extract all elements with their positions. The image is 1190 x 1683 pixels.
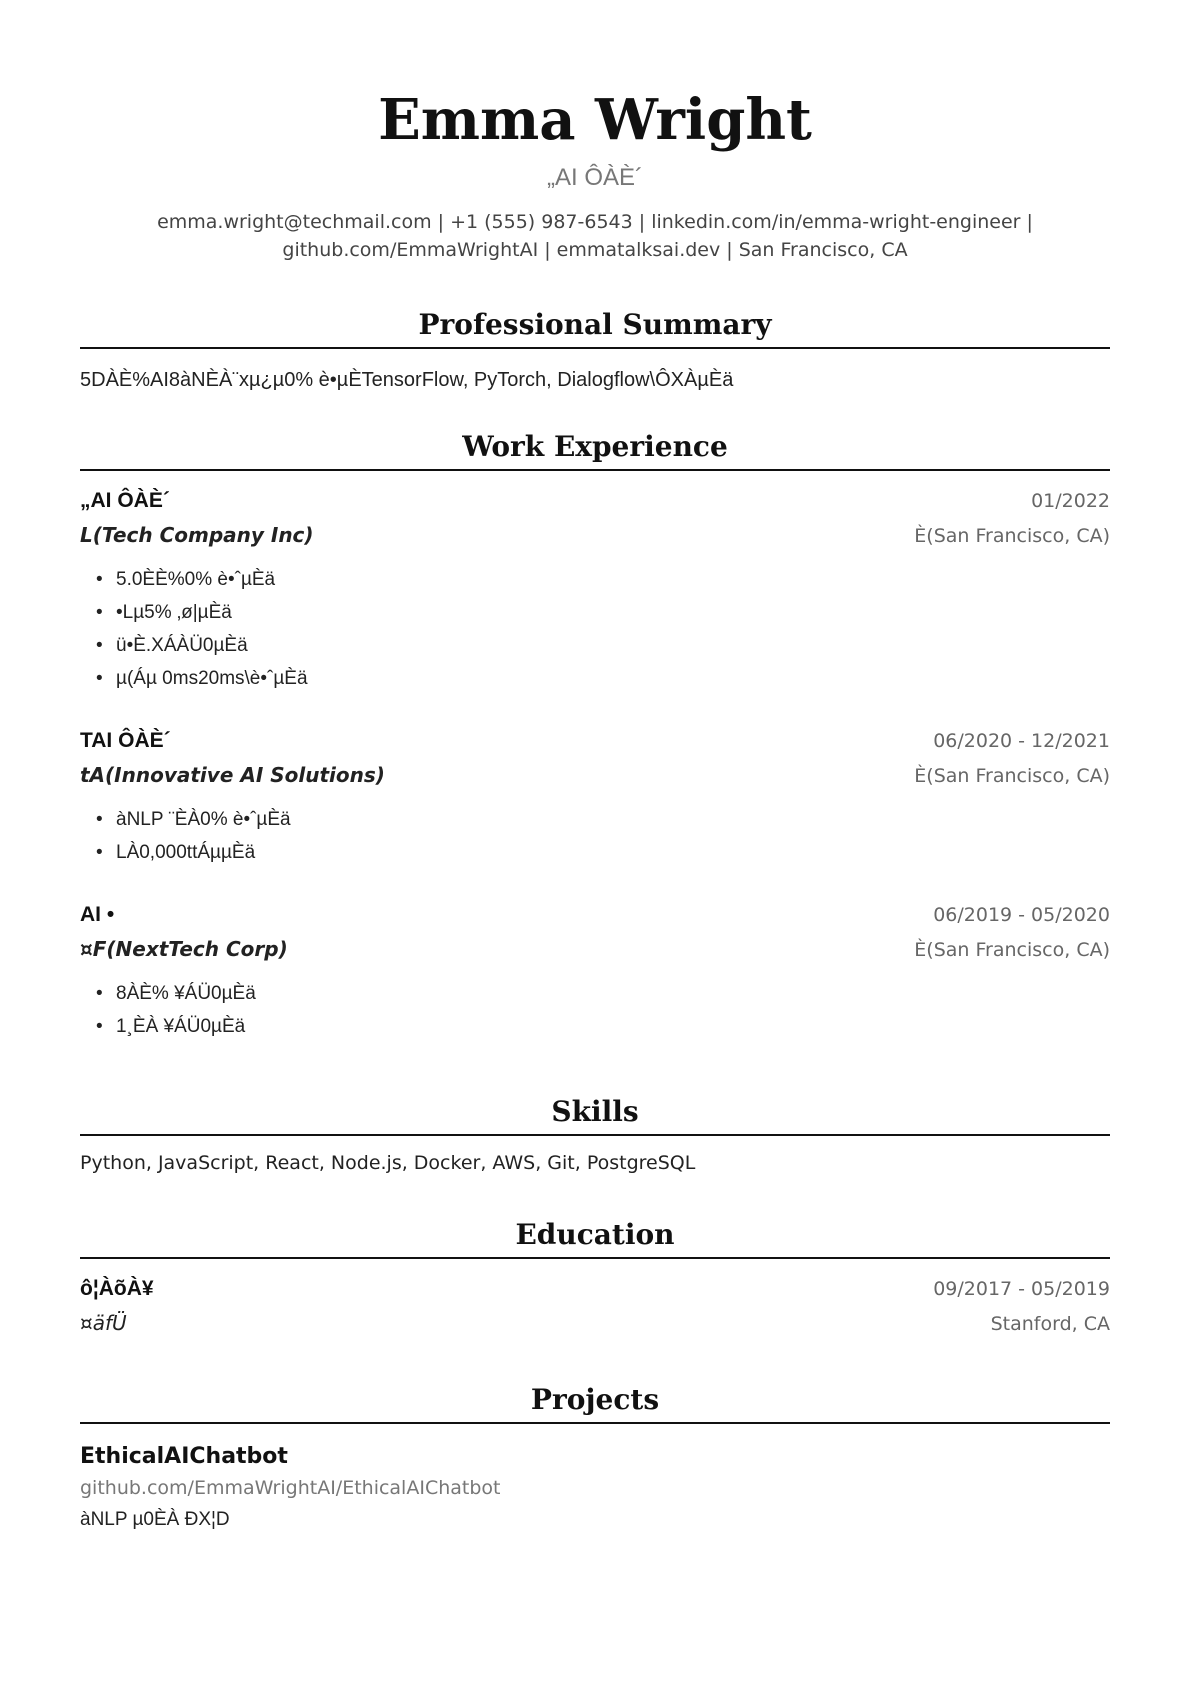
experience-heading: Work Experience — [80, 430, 1110, 471]
education-degree: ô¦ÀõÀ¥ — [80, 1277, 154, 1300]
job-bullet: • ü•È.XÁÀÜ0µÈä — [116, 629, 1110, 662]
job-company: ¤F(NextTech Corp) — [80, 937, 288, 961]
job-date: 01/2022 — [1031, 490, 1110, 512]
job-bullet: • 1¸ÈÀ ¥ÁÜ0µÈä — [116, 1010, 1110, 1043]
project-link[interactable]: github.com/EmmaWrightAI/EthicalAIChatbot — [80, 1477, 501, 1499]
project-name: EthicalAIChatbot — [80, 1444, 288, 1469]
job-bullet: • àNLP ¨ÈÀ0% è•ˆµÈä — [116, 803, 1110, 836]
job-company: L(Tech Company Inc) — [80, 523, 314, 547]
projects-heading: Projects — [80, 1383, 1110, 1424]
job-bullets — [80, 803, 1110, 869]
job-entry — [80, 489, 1110, 695]
skills-section — [80, 1095, 1110, 1174]
candidate-name: Emma Wright — [378, 87, 812, 153]
job-location: È(San Francisco, CA) — [914, 525, 1110, 547]
job-entry — [80, 903, 1110, 1043]
contact-line-2: github.com/EmmaWrightAI | emmatalksai.dev | San Francisco, CA — [282, 239, 908, 261]
summary-text: 5DÀÈ%AI8àNÈÀ¨xµ¿µ0% è•µÈTensorFlow, PyTorch, Dialogflow\ÔXÀµÈä — [80, 369, 734, 391]
education-heading: Education — [80, 1218, 1110, 1259]
summary-heading: Professional Summary — [80, 308, 1110, 349]
job-bullets — [80, 563, 1110, 695]
job-title: „AI ÔÀÈ´ — [80, 489, 170, 512]
education-school: ¤äfÜ — [80, 1311, 127, 1335]
skills-text: Python, JavaScript, React, Node.js, Docker, AWS, Git, PostgreSQL — [80, 1152, 696, 1174]
education-date: 09/2017 - 05/2019 — [933, 1278, 1110, 1300]
project-description: àNLP µ0ÈÀ ÐX¦D — [80, 1509, 230, 1530]
contact-info — [80, 208, 1110, 264]
candidate-subtitle: „AI ÔÀÈ´ — [546, 164, 643, 191]
education-section — [80, 1218, 1110, 1335]
job-bullet: • µ(Áµ 0ms20ms\è•ˆµÈä — [116, 662, 1110, 695]
job-title: AI • — [80, 903, 115, 926]
job-location: È(San Francisco, CA) — [914, 939, 1110, 961]
job-location: È(San Francisco, CA) — [914, 765, 1110, 787]
job-bullet: • 5.0ÈÈ%0% è•ˆµÈä — [116, 563, 1110, 596]
job-company: tA(Innovative AI Solutions) — [80, 763, 385, 787]
job-title: TAI ÔÀÈ´ — [80, 729, 171, 752]
contact-line-1: emma.wright@techmail.com | +1 (555) 987-6543 | linkedin.com/in/emma-wright-engineer | — [157, 211, 1033, 233]
project-entry — [80, 1444, 1110, 1531]
job-bullet: • LÀ0,000ttÁµµÈä — [116, 836, 1110, 869]
job-bullet: • •Lµ5% ‚ø|µÈä — [116, 596, 1110, 629]
job-bullet: • 8ÀÈ% ¥ÁÜ0µÈä — [116, 977, 1110, 1010]
summary-section — [80, 308, 1110, 392]
job-entry — [80, 729, 1110, 869]
skills-heading: Skills — [80, 1095, 1110, 1136]
projects-section — [80, 1383, 1110, 1531]
job-bullets — [80, 977, 1110, 1043]
job-date: 06/2020 - 12/2021 — [933, 730, 1110, 752]
resume-page — [80, 0, 1110, 1531]
education-location: Stanford, CA — [990, 1313, 1110, 1335]
experience-section — [80, 430, 1110, 1043]
job-date: 06/2019 - 05/2020 — [933, 904, 1110, 926]
